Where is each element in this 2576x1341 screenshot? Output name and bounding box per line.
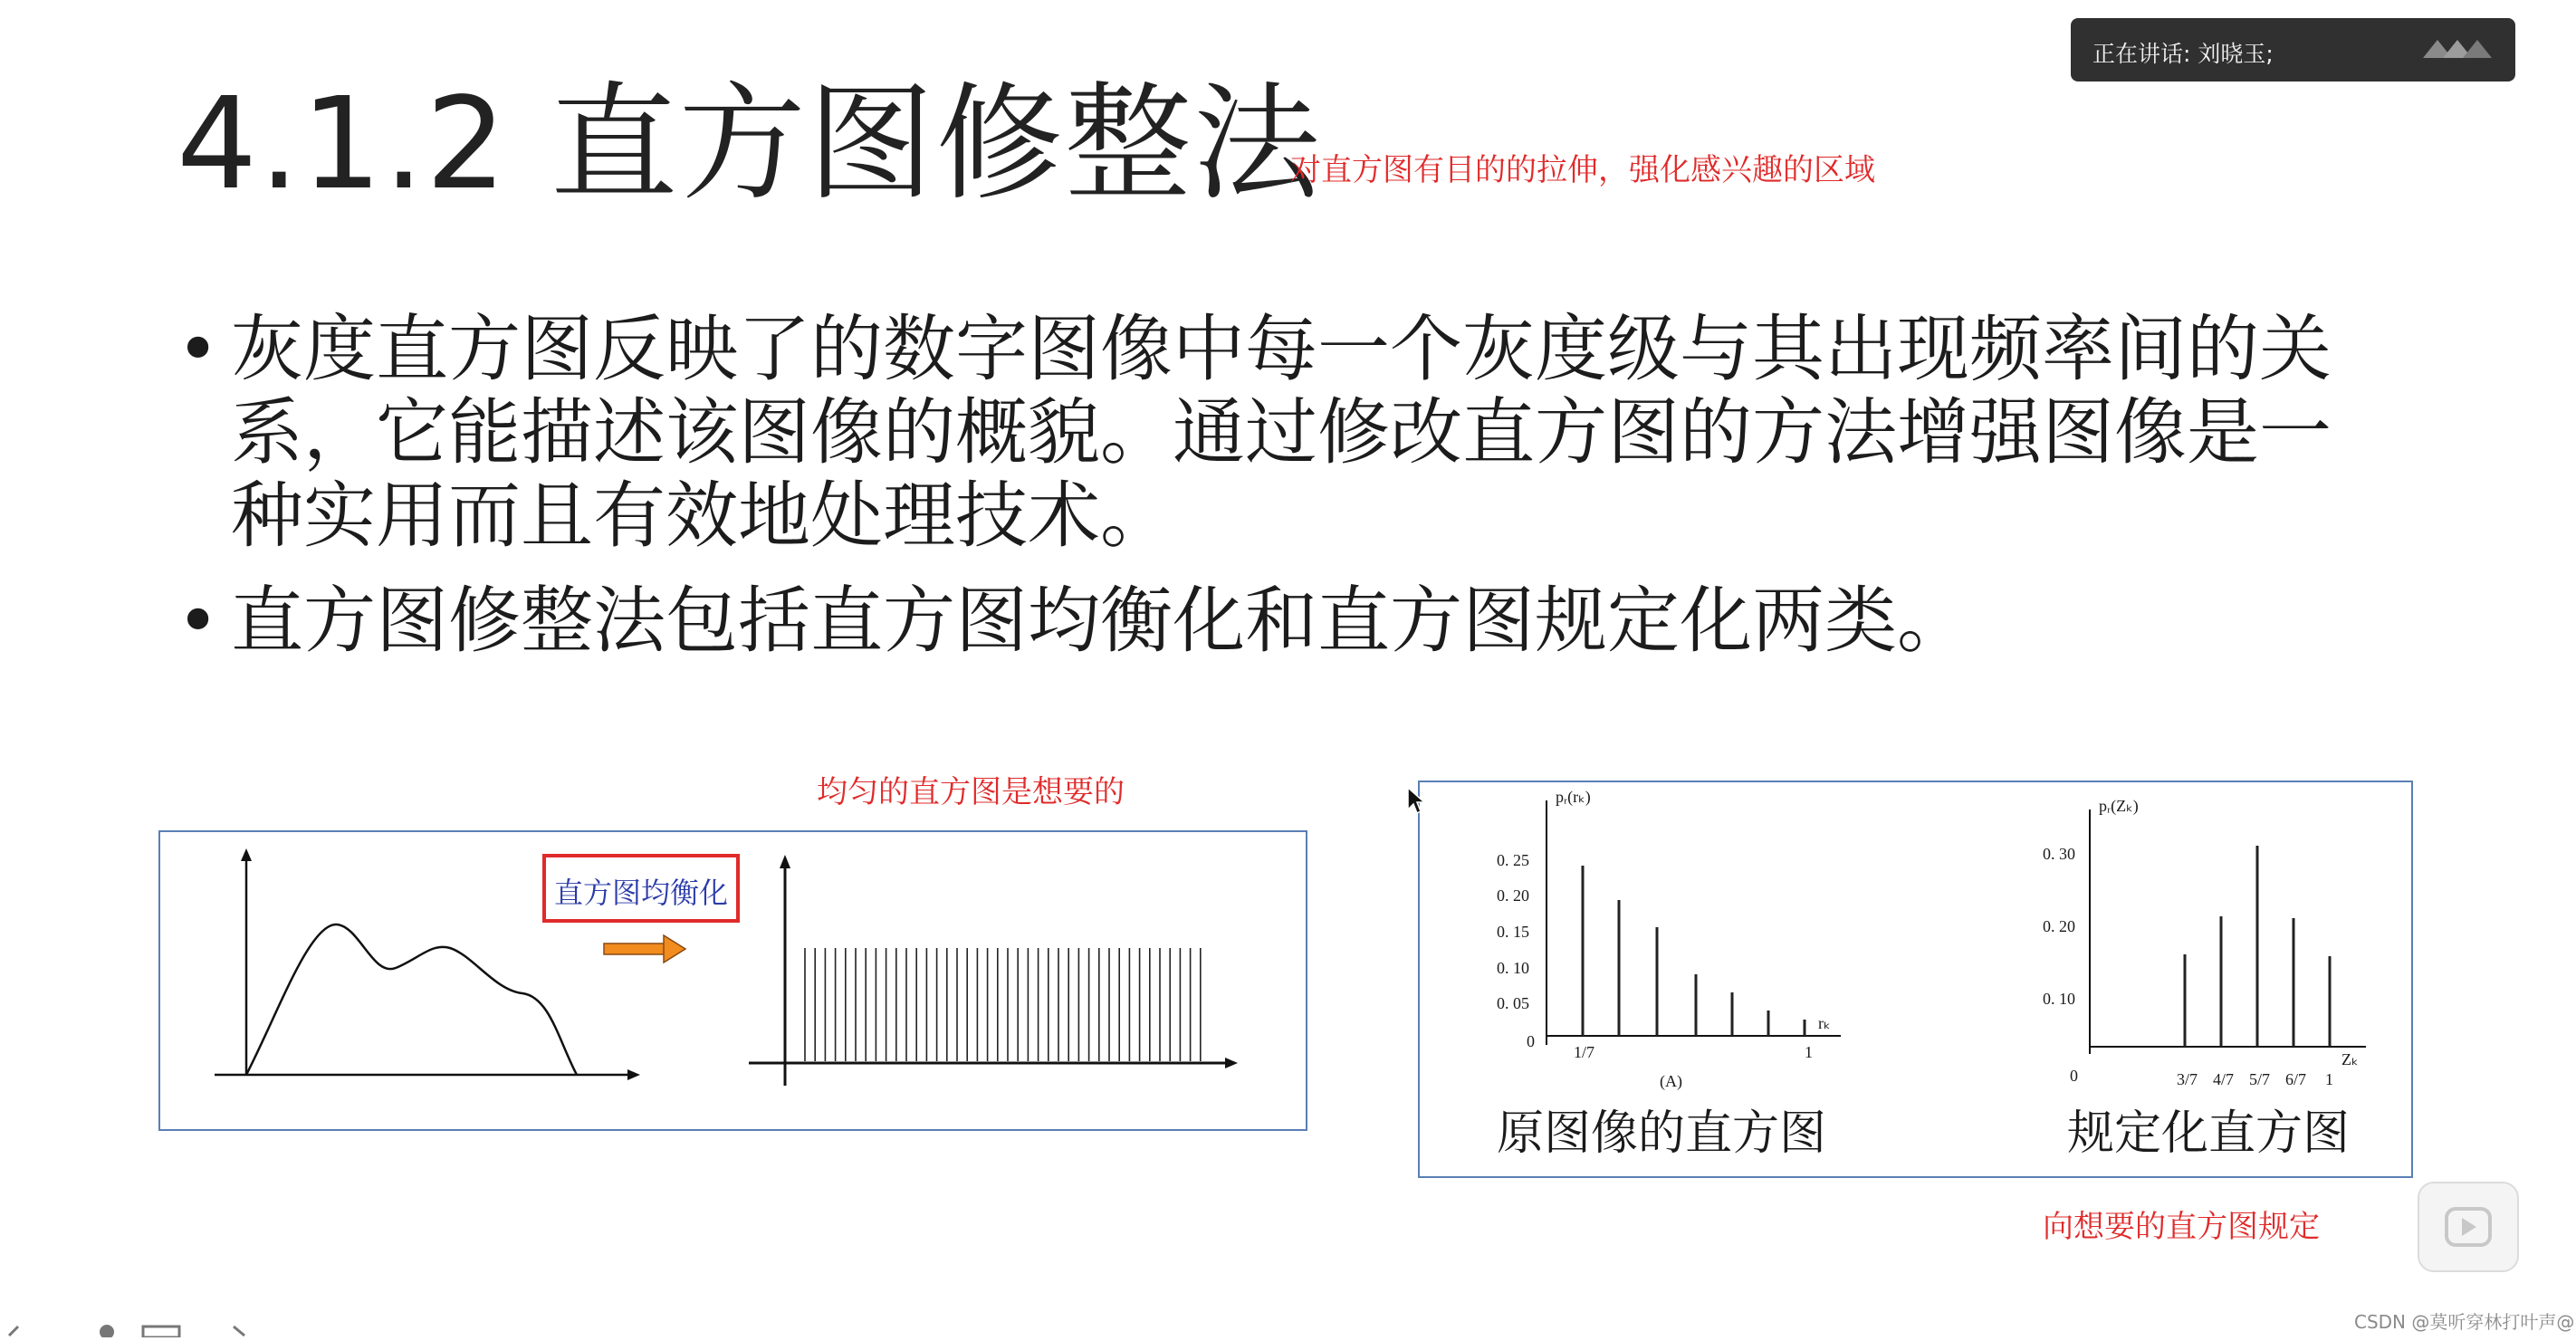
spec-x-tick: 6/7 <box>2285 1070 2307 1088</box>
right-x-arrow <box>1225 1058 1238 1068</box>
spec-x-tick: 5/7 <box>2249 1070 2271 1088</box>
spec-y-tick: 0. 30 <box>2043 845 2075 863</box>
spec-y-label: pᵣ(Zₖ) <box>2099 797 2139 815</box>
cursor-icon <box>1406 786 1426 819</box>
specify-annotation: 向想要的直方图规定 <box>2043 1209 2320 1245</box>
play-icon <box>2419 1183 2517 1270</box>
title-annotation: 对直方图有目的的拉伸，强化感兴趣的区域 <box>1290 152 1875 188</box>
orange-arrow-head <box>664 935 685 963</box>
spec-x-tick: 3/7 <box>2177 1070 2198 1088</box>
slide-title: 4.1.2 直方图修整法 <box>177 71 1322 218</box>
bullet-dot: • <box>177 307 220 391</box>
bullet-item <box>177 308 2395 558</box>
original-histogram-curve <box>246 924 577 1075</box>
caption-specified: 规定化直方图 <box>2067 1108 2351 1160</box>
orig-y-tick: 0. 20 <box>1497 886 1529 905</box>
spec-bars <box>2185 846 2330 1047</box>
spec-origin-label: 0 <box>2070 1067 2078 1085</box>
orig-y-tick: 0. 25 <box>1497 851 1529 869</box>
watermark: CSDN @莫听穿林打叶声@ <box>2354 1311 2575 1333</box>
equalize-annotation: 均匀的直方图是想要的 <box>817 774 1125 810</box>
spec-x-tick: 4/7 <box>2213 1070 2235 1088</box>
spec-x-tick: 1 <box>2325 1070 2333 1088</box>
orig-origin-label: 0 <box>1527 1032 1535 1050</box>
equalization-figure <box>158 830 1307 1131</box>
play-button[interactable] <box>2418 1182 2519 1272</box>
orange-arrow-body <box>604 943 666 954</box>
orig-x-tick: 1/7 <box>1574 1043 1595 1061</box>
slides-icon <box>143 1327 179 1337</box>
next-icon <box>234 1327 244 1336</box>
left-y-arrow <box>241 848 252 861</box>
spec-x-label: Zₖ <box>2341 1050 2359 1068</box>
equalized-bars <box>805 948 1201 1061</box>
orig-sub-label: (A) <box>1660 1072 1682 1090</box>
bullet-list <box>177 308 2395 685</box>
slide-toolbar[interactable] <box>7 1319 261 1341</box>
orig-y-tick: 0. 10 <box>1497 959 1529 977</box>
meeting-logo-icon <box>2418 31 2499 74</box>
orig-y-label: pᵣ(rₖ) <box>1556 788 1591 806</box>
caption-original: 原图像的直方图 <box>1497 1108 1827 1160</box>
orig-x-label: rₖ <box>1818 1014 1831 1032</box>
orig-x-tick: 1 <box>1805 1043 1813 1061</box>
bullet-item <box>177 580 2395 663</box>
equalization-label: 直方图均衡化 <box>553 876 728 909</box>
bullet-text: 直方图修整法包括直方图均衡化和直方图规定化两类。 <box>231 579 1969 663</box>
right-y-arrow <box>780 855 790 868</box>
speaker-indicator <box>2071 18 2515 81</box>
equalization-label-box <box>542 854 740 923</box>
bullet-dot: • <box>177 579 220 663</box>
speaker-label: 正在讲话: 刘晓玉; <box>2092 41 2274 67</box>
spec-y-tick: 0. 20 <box>2043 917 2075 935</box>
spec-y-tick: 0. 10 <box>2043 990 2075 1008</box>
bullet-text: 灰度直方图反映了的数字图像中每一个灰度级与其出现频率间的关系，它能描述该图像的概貌。通过修改直方图的方法增强图像是一种实用而且有效地处理技术。 <box>231 307 2332 558</box>
left-x-arrow <box>627 1069 640 1080</box>
orig-bars <box>1583 866 1805 1036</box>
specification-figure <box>1418 781 2413 1178</box>
prev-icon <box>9 1327 18 1336</box>
orig-y-tick: 0. 05 <box>1497 994 1529 1012</box>
pointer-icon <box>100 1325 114 1337</box>
orig-y-tick: 0. 15 <box>1497 923 1529 941</box>
